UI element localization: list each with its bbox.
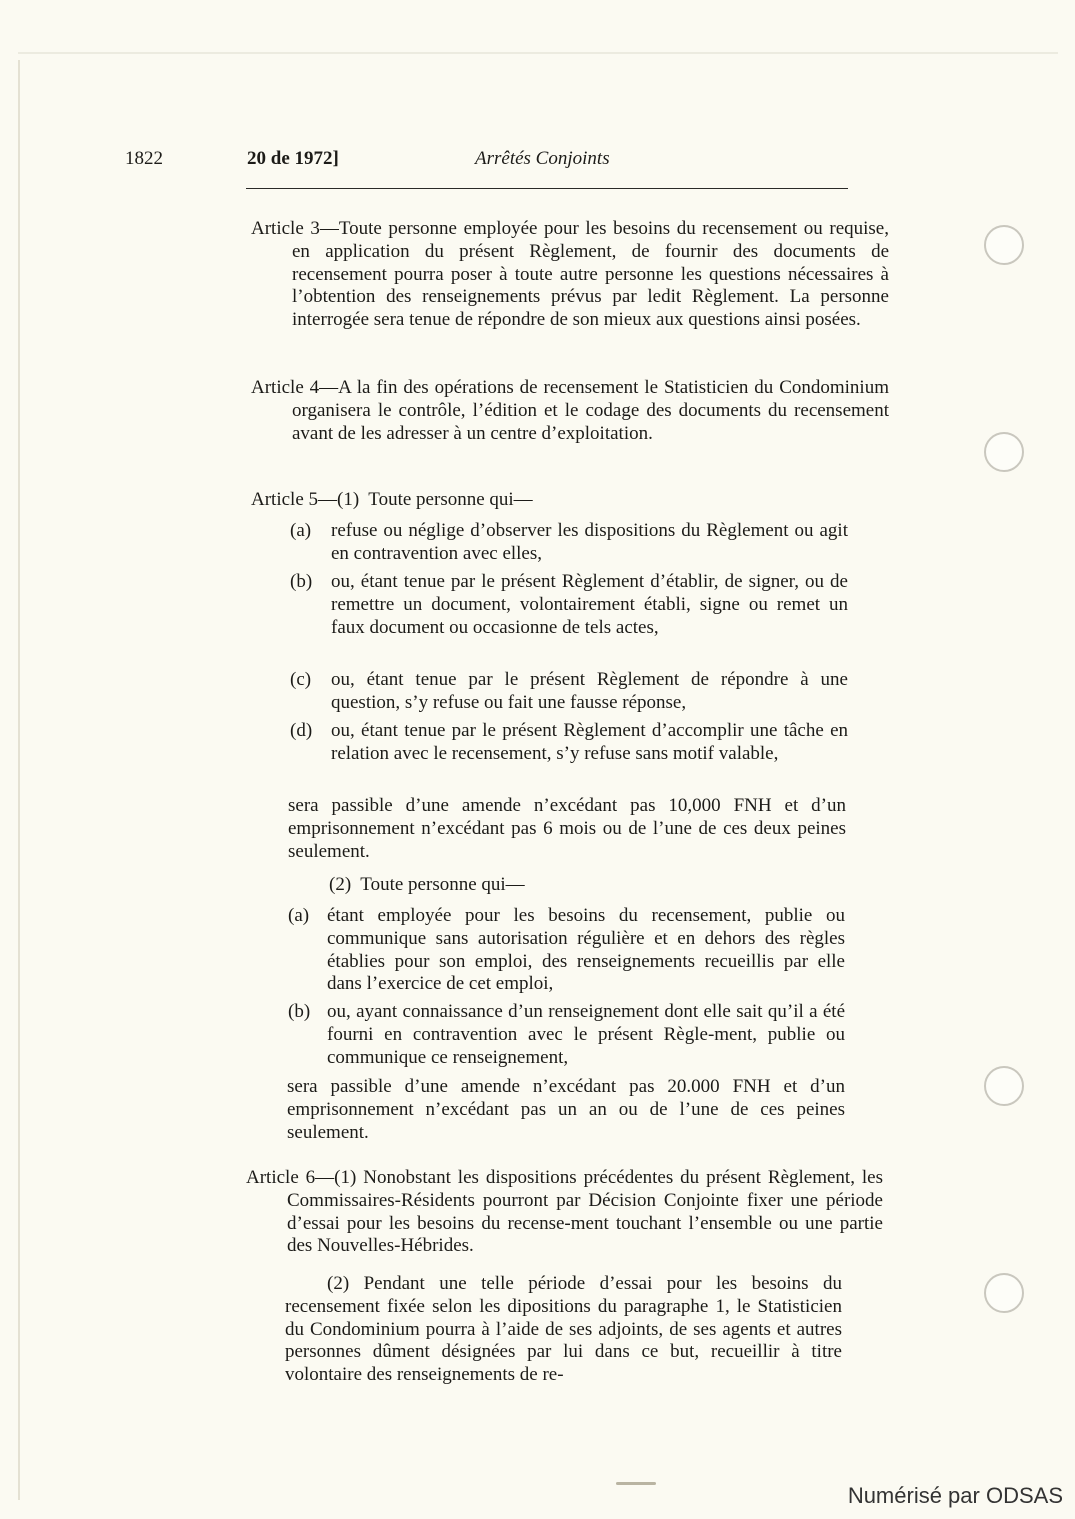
binder-hole-4 bbox=[984, 1273, 1024, 1313]
article-5-item-a-label: (a) bbox=[290, 520, 312, 541]
binder-hole-2 bbox=[984, 432, 1024, 472]
digitization-credit: Numérisé par ODSAS bbox=[847, 1483, 1063, 1508]
act-reference: 20 de 1972] bbox=[247, 148, 339, 169]
article-5-penalty-2: sera passible d’une amende n’excédant pas 20.000 FNH et d’un emprisonnement n’excédant pas un an ou de l’une de ces peines seulement. bbox=[287, 1076, 845, 1143]
page-edge-top bbox=[18, 52, 1058, 54]
binder-hole-1 bbox=[984, 225, 1024, 265]
scan-mark bbox=[616, 1482, 656, 1485]
article-5-item-b-label: (b) bbox=[290, 571, 313, 592]
page-edge-left bbox=[18, 60, 20, 1500]
article-5-para2-item-b: ou, ayant connaissance d’un renseignement dont elle sait qu’il a été fourni en contravention avec le présent Règle-ment, publie ou communique ce renseignement, bbox=[327, 1001, 845, 1068]
article-5-item-a: refuse ou néglige d’observer les dispositions du Règlement ou agit en contravention avec elles, bbox=[331, 520, 848, 564]
header-rule bbox=[246, 188, 848, 189]
article-5-penalty-1: sera passible d’une amende n’excédant pas 10,000 FNH et d’un emprisonnement n’excédant pas 6 mois ou de l’une de ces deux peines seulement. bbox=[288, 795, 846, 862]
article-5-para-2-intro: (2) Toute personne qui— bbox=[329, 874, 525, 895]
article-5-item-d: ou, étant tenue par le présent Règlement d’accomplir une tâche en relation avec le recensement, s’y refuse sans motif valable, bbox=[331, 720, 848, 764]
binder-hole-3 bbox=[984, 1066, 1024, 1106]
article-5-item-c-label: (c) bbox=[290, 669, 312, 690]
article-4: Article 4—A la fin des opérations de recensement le Statisticien du Condominium organisera le contrôle, l’édition et le codage des documents du recensement avant de les adresser à un centre d’exploitation. bbox=[251, 377, 889, 444]
article-5-para2-item-a-label: (a) bbox=[288, 905, 310, 926]
article-5-para2-item-a: étant employée pour les besoins du recensement, publie ou communique sans autorisation régulière et en dehors des règles établies pour son emploi, des renseignements recueillis par elle dans l’exercice de cet emploi, bbox=[327, 905, 845, 995]
page-number: 1822 bbox=[125, 148, 163, 169]
article-3: Article 3—Toute personne employée pour les besoins du recensement ou requise, en application du présent Règlement, de fournir des documents de recensement pourra poser à toute autre personne les questions nécessaires à l’obtention des renseignements prévus par ledit Règlement. La personne interrogée sera tenue de répondre de son mieux aux questions ainsi posées. bbox=[251, 218, 889, 331]
article-5-item-d-label: (d) bbox=[290, 720, 313, 741]
article-5-item-c: ou, étant tenue par le présent Règlement de répondre à une question, s’y refuse ou fait une fausse réponse, bbox=[331, 669, 848, 713]
article-6-para-2: (2) Pendant une telle période d’essai pour les besoins du recensement fixée selon les dipositions du paragraphe 1, le Statisticien du Condominium pourra à l’aide de ses adjoints, de ses agents et autres personnes dûment désignées par lui dans ce but, recueillir à titre volontaire des renseignements de re- bbox=[285, 1273, 842, 1386]
article-5-para2-item-b-label: (b) bbox=[288, 1001, 311, 1022]
article-5-intro: Article 5—(1) Toute personne qui— bbox=[251, 489, 533, 510]
article-6-para-1: Article 6—(1) Nonobstant les dispositions précédentes du présent Règlement, les Commissaires-Résidents pourront par Décision Conjointe fixer une période d’essai pour les besoins du recense-ment touchant l’ensemble ou une partie des Nouvelles-Hébrides. bbox=[246, 1167, 883, 1257]
running-title: Arrêtés Conjoints bbox=[475, 148, 610, 169]
running-header bbox=[125, 148, 847, 178]
article-5-item-b: ou, étant tenue par le présent Règlement d’établir, de signer, ou de remettre un document, volontairement établi, signe ou remet un faux document ou occasionne de tels actes, bbox=[331, 571, 848, 638]
